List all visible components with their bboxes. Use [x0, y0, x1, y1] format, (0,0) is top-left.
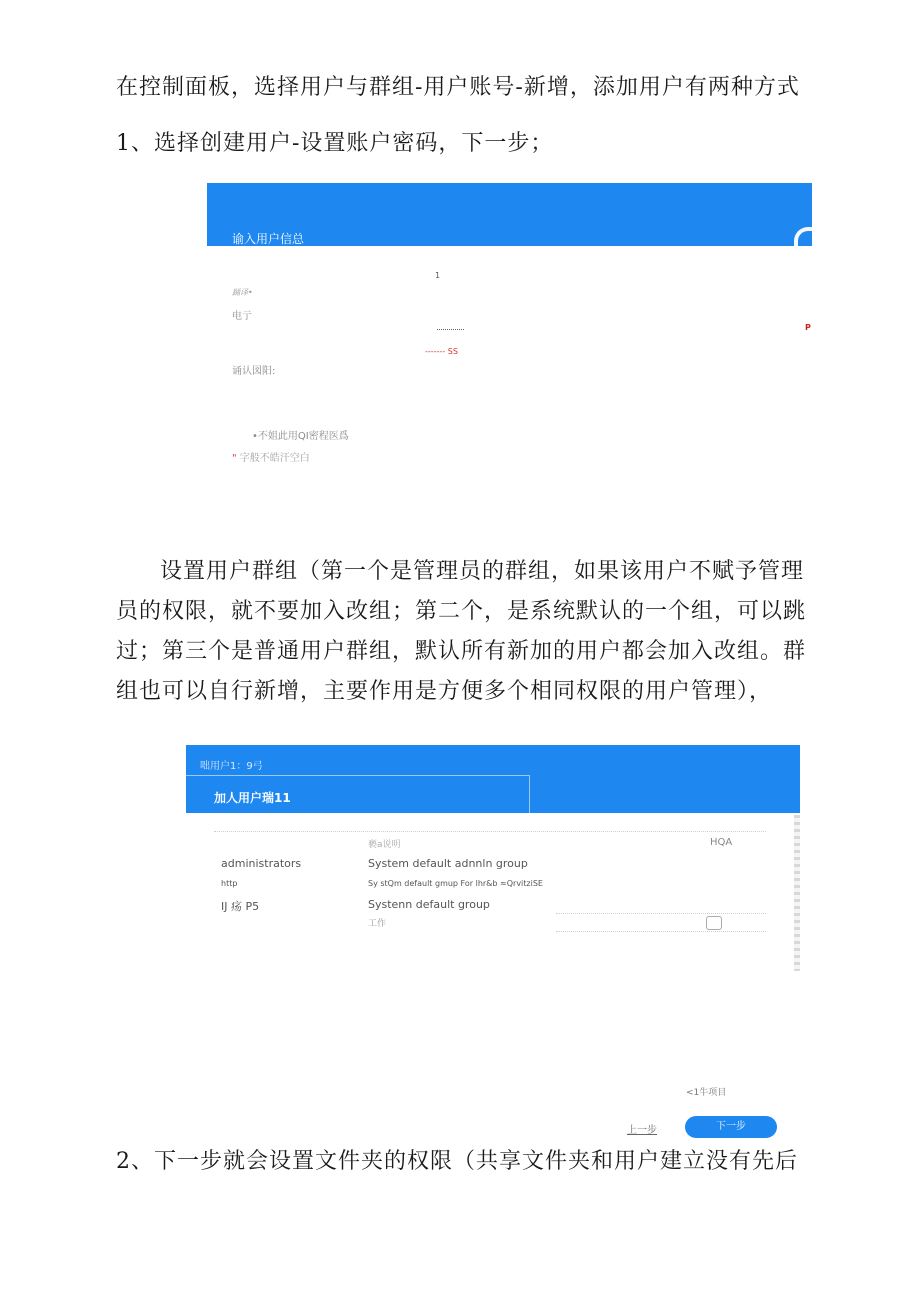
- banner-decoration-icon: [794, 227, 812, 246]
- form-title: 谕入用户信总: [232, 232, 305, 246]
- required-note-text: 字般不皓汗空白: [239, 453, 310, 464]
- tab-outline: [186, 775, 530, 776]
- next-button[interactable]: 下一步: [685, 1116, 777, 1138]
- group-name-administrators[interactable]: administrators: [221, 857, 302, 870]
- form-banner: [207, 183, 812, 246]
- scrollbar[interactable]: [794, 815, 800, 971]
- password-option-checkbox[interactable]: •不姐此用QI密程医爲: [252, 431, 349, 442]
- table-divider: [556, 931, 766, 932]
- column-header-description: 褻a说明: [368, 840, 401, 850]
- password-strength-indicator: ------- SS: [425, 347, 458, 356]
- warning-marker: P: [805, 323, 811, 332]
- required-asterisk: ": [232, 453, 237, 464]
- stray-mark: 1: [435, 271, 441, 280]
- dialog-title: 加人用户瑞11: [214, 791, 291, 805]
- paragraph-step-1: 1、选择创建用户-设置账户密码，下一步；: [116, 131, 554, 156]
- tab-outline-edge: [529, 775, 530, 813]
- name-field-label: 踊译•: [232, 288, 253, 297]
- dialog-breadcrumb: 咄用户1：9弓: [200, 761, 263, 772]
- group-checkbox[interactable]: [706, 916, 722, 930]
- confirm-password-label: 诵认図阳:: [232, 366, 276, 377]
- group-name-users[interactable]: IJ 疡 P5: [221, 900, 260, 913]
- paragraph-intro: 在控制面板，选择用户与群组-用户账号-新增，添加用户有两种方式: [116, 75, 800, 100]
- paragraph-group-setup: 设置用户群组（第一个是管理员的群组，如果该用户不赋予管理员的权限，就不要加入改组；第二个，是系统默认的一个组，可以跳过；第三个是普通用户群组，默认所有新加的用户都会加入改组。群组也可以自行新增，主要作用是方便多个相同权限的用户管理），: [116, 559, 807, 704]
- screenshot-join-groups: [186, 745, 800, 1140]
- item-count: <1牛项目: [686, 1088, 727, 1098]
- screenshot-user-info-form: [207, 183, 812, 483]
- group-name-http[interactable]: http: [221, 879, 238, 888]
- group-desc-http: Sy stQm default gmup For lhr&b ≈QrvitziSE: [368, 879, 543, 888]
- work-label: 工作: [368, 919, 387, 929]
- group-desc-users: Systenn default group: [368, 898, 490, 911]
- group-desc-administrators: System default adnnln group: [368, 857, 528, 870]
- paragraph-step-2: 2、下一步就会设置文件夹的权限（共享文件夹和用户建立没有先后: [116, 1149, 798, 1174]
- column-header-hqa: HQA: [710, 837, 733, 848]
- table-divider: [214, 831, 766, 832]
- previous-button[interactable]: 上一步: [627, 1125, 657, 1136]
- table-divider: [556, 913, 766, 914]
- dialog-header: [186, 745, 800, 813]
- email-field-label: 电亍: [232, 311, 252, 322]
- password-field-underline[interactable]: [437, 329, 464, 330]
- required-note: [232, 449, 310, 464]
